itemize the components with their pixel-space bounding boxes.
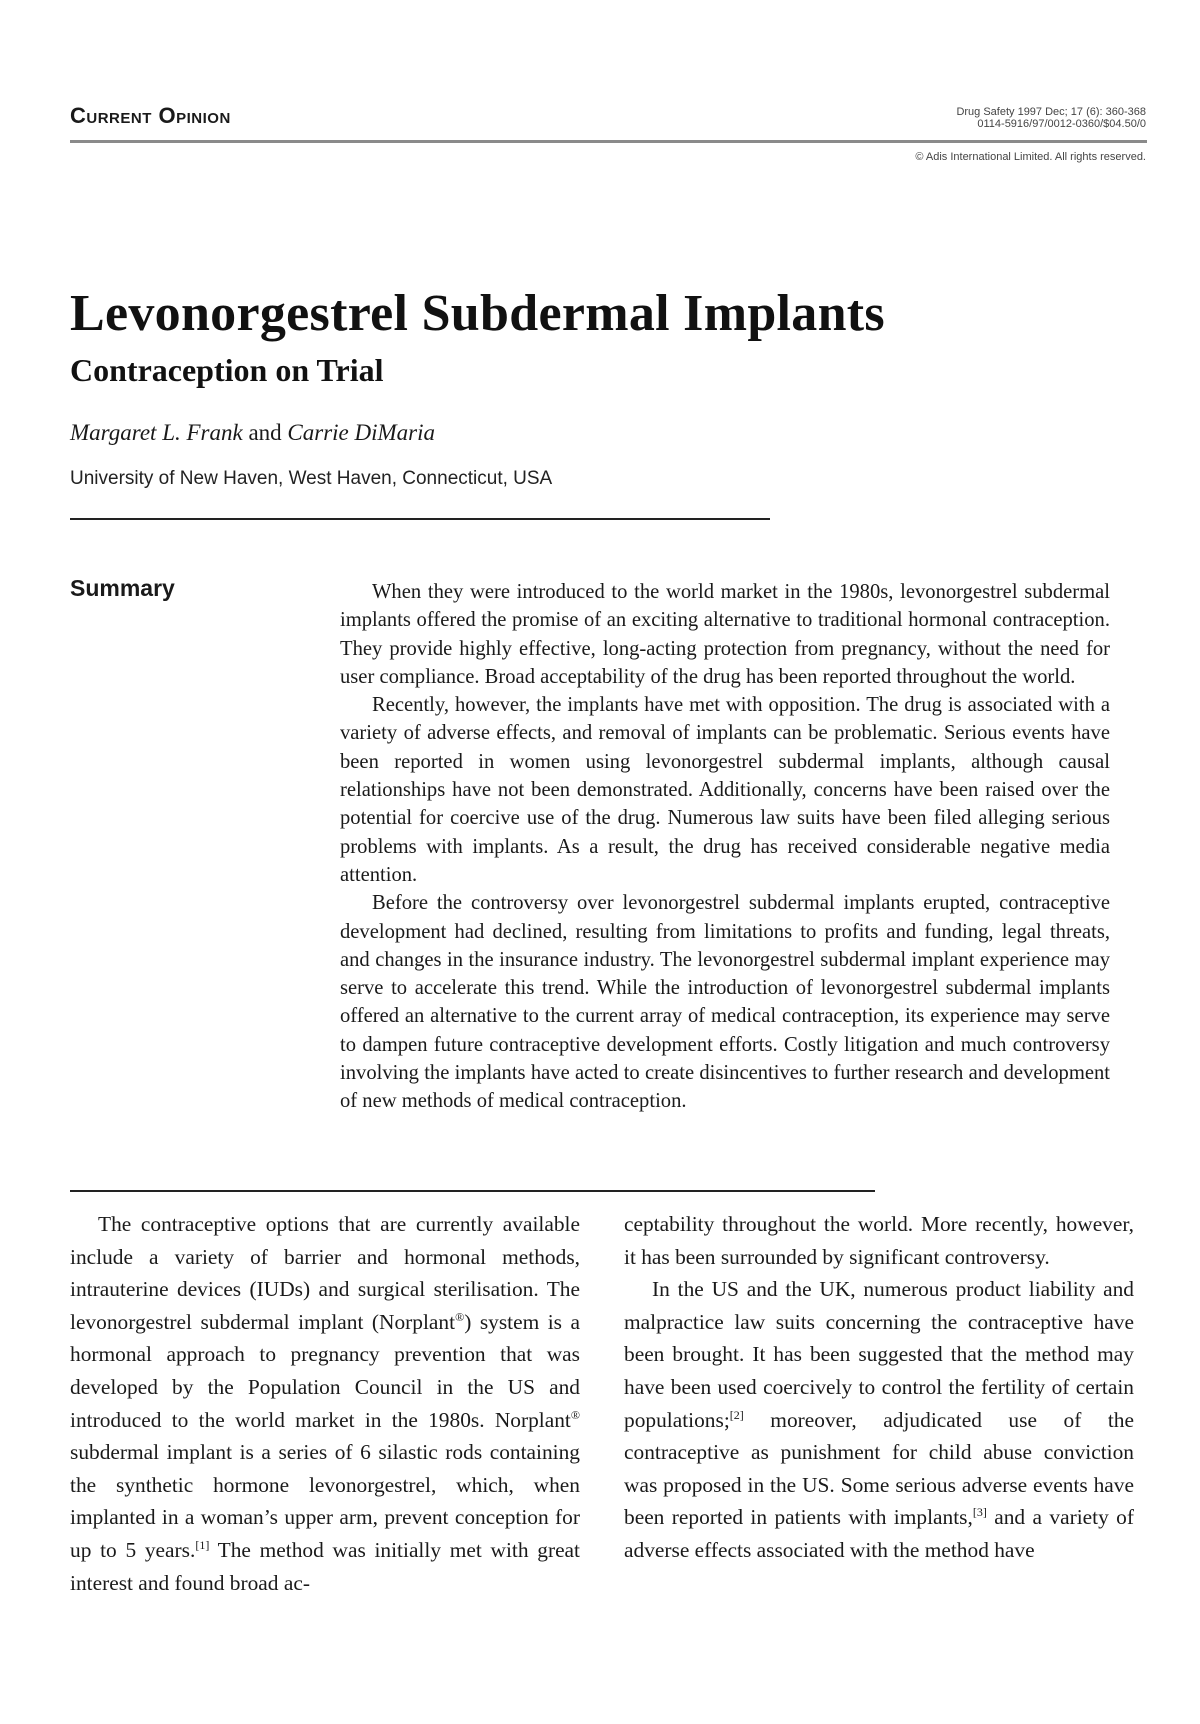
author-conjunction: and: [242, 420, 288, 445]
body-text: subdermal implant is a series of 6 silastic rods containing the synthetic hormone levonorgestrel, which, when implanted in a woman’s upper arm, prevent conception for up to 5 years.: [70, 1440, 580, 1562]
section-label: Current Opinion: [70, 103, 231, 128]
summary-text: [340, 578, 1110, 1116]
body-text: The contraceptive options that are currently available include a variety of barrier and hormonal methods, intrauterine devices (IUDs) and surgical sterilisation. The levonorgestrel subdermal implant (Norplant: [70, 1212, 580, 1334]
journal-issn-line: 0114-5916/97/0012-0360/$04.50/0: [977, 118, 1146, 130]
body-text: In the US and the UK, numerous product liability and malpractice law suits concerning the contraceptive have been brought. It has been suggested that the method may have been used coercively to control the fertility of certain populations;: [624, 1277, 1134, 1432]
registered-mark: ®: [570, 1407, 580, 1422]
divider: [70, 1190, 875, 1192]
author-name: Margaret L. Frank: [70, 420, 243, 445]
header-rule: [70, 140, 1147, 143]
registered-mark: ®: [455, 1309, 465, 1324]
summary-heading: Summary: [70, 575, 175, 601]
body-paragraph: [70, 1208, 580, 1599]
author-list: [70, 420, 435, 446]
summary-paragraph: Recently, however, the implants have met with opposition. The drug is associated with a variety of adverse effects, and removal of implants can be problematic. Serious events have been reported in women using levonorgestrel subdermal implants, although causal relationships have not been demonstrated. Additionally, concerns have been raised over the potential for coercive use of the drug. Numerous law suits have been filed alleging serious problems with implants. As a result, the drug has received considerable negative media attention.: [340, 694, 1110, 886]
divider: [70, 518, 770, 520]
article-subtitle: Contraception on Trial: [70, 352, 384, 388]
summary-paragraph: When they were introduced to the world market in the 1980s, levonorgestrel subdermal implants offered the promise of an exciting alternative to traditional hormonal contraception. They provide highly effective, long-acting protection from pregnancy, without the need for user compliance. Broad acceptability of the drug has been reported throughout the world.: [340, 581, 1110, 688]
reference-marker: [2]: [729, 1407, 744, 1422]
journal-citation: [846, 106, 1146, 130]
body-text: ) system is a hormonal approach to pregnancy prevention that was developed by the Population Council in the US and introduced to the world market in the 1980s. Norplant: [70, 1309, 580, 1432]
copyright-notice: © Adis International Limited. All rights reserved.: [915, 151, 1146, 163]
body-paragraph: ceptability throughout the world. More recently, however, it has been surrounded by significant controversy.: [624, 1212, 1134, 1269]
reference-marker: [1]: [195, 1537, 210, 1552]
body-column-left: [70, 1208, 580, 1599]
article-title: Levonorgestrel Subdermal Implants: [70, 285, 885, 342]
body-column-right: [624, 1208, 1134, 1567]
body-text: and a variety of adverse effects associated with the method have: [624, 1505, 1135, 1562]
author-affiliation: University of New Haven, West Haven, Connecticut, USA: [70, 468, 553, 489]
body-text: moreover, adjudicated use of the contraceptive as punishment for child abuse conviction was proposed in the US. Some serious adverse events have been reported in patients with implants,: [624, 1407, 1134, 1530]
journal-citation-line: Drug Safety 1997 Dec; 17 (6): 360-368: [956, 106, 1146, 118]
author-name: Carrie DiMaria: [287, 420, 436, 445]
summary-paragraph: Before the controversy over levonorgestrel subdermal implants erupted, contraceptive development had declined, resulting from limitations to profits and funding, legal threats, and changes in the insurance industry. The levonorgestrel subdermal implant experience may serve to accelerate this trend. While the introduction of levonorgestrel subdermal implants offered an alternative to the current array of medical contraception, its experience may serve to dampen future contraceptive development efforts. Costly litigation and much controversy involving the implants have acted to create disincentives to further research and development of new methods of medical contraception.: [340, 892, 1110, 1113]
body-text: The method was initially met with great interest and found broad ac-: [70, 1537, 580, 1595]
reference-marker: [3]: [972, 1505, 987, 1520]
body-paragraph: [624, 1273, 1134, 1566]
